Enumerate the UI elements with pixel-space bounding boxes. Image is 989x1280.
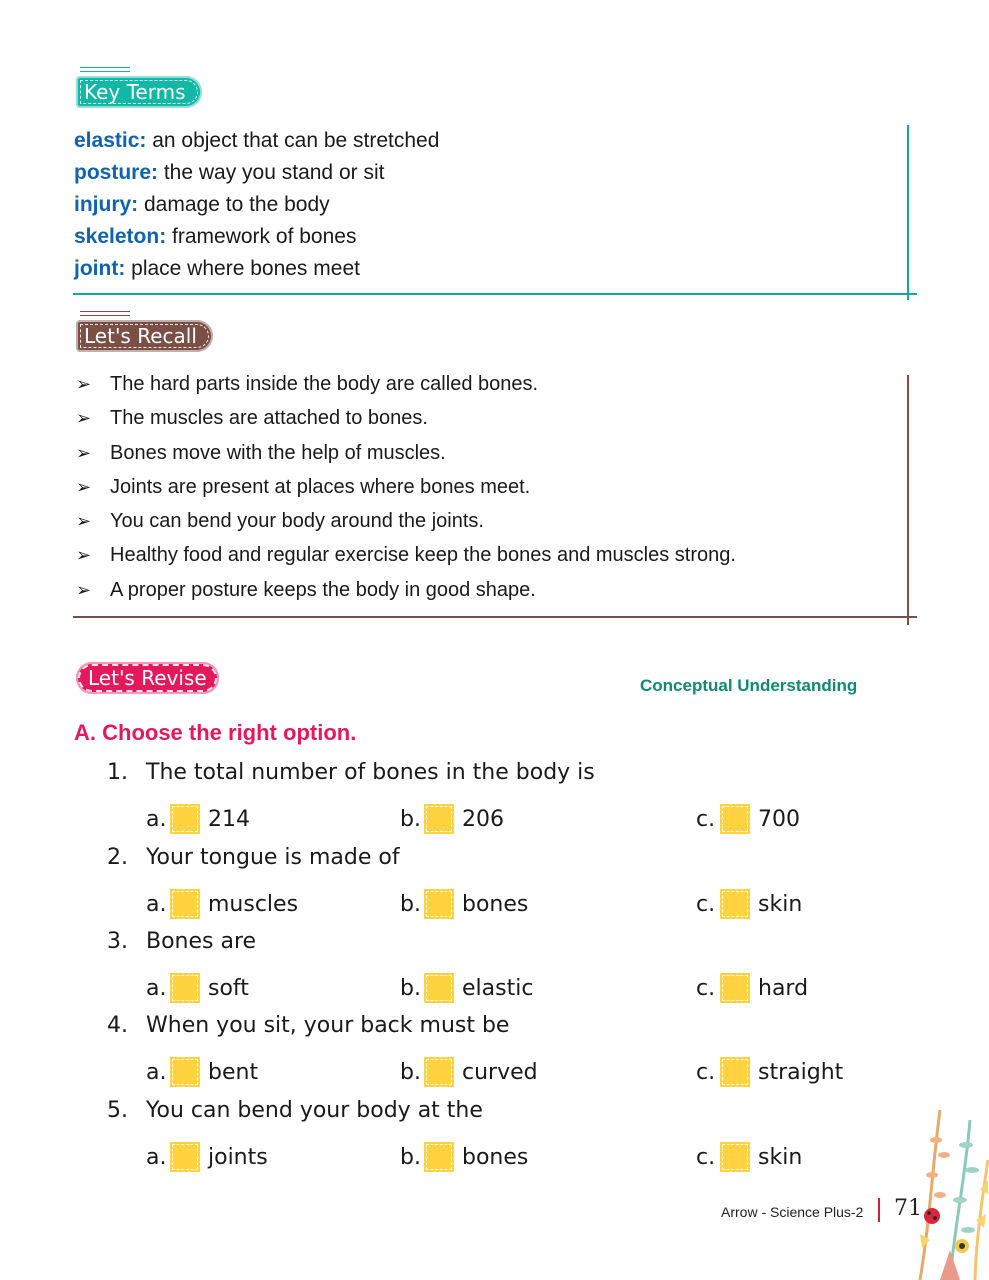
exercise-heading: A. Choose the right option.: [74, 720, 357, 745]
key-terms-frame-right: [907, 125, 909, 300]
key-term-row: [74, 189, 439, 221]
arrow-bullet-icon: ➢: [76, 374, 92, 395]
option-letter: a.: [146, 1144, 167, 1170]
arrow-bullet-icon: ➢: [76, 511, 92, 533]
option-letter: a.: [146, 1059, 167, 1085]
option-letter: a.: [146, 806, 167, 832]
skill-label: Conceptual Understanding: [640, 676, 858, 695]
arrow-bullet-icon: ➢: [76, 579, 92, 601]
question-number: 3.: [107, 929, 128, 954]
answer-checkbox[interactable]: [424, 804, 454, 834]
recall-text: The hard parts inside the body are called bones.: [110, 373, 539, 395]
recall-item: [76, 401, 736, 435]
key-term: elastic:: [74, 129, 147, 152]
option-a[interactable]: [146, 1142, 268, 1174]
option-letter: c.: [696, 1059, 716, 1085]
option-text: bones: [462, 1144, 529, 1170]
key-term-row: [74, 221, 439, 253]
answer-checkbox[interactable]: [424, 973, 454, 1003]
question-text: Your tongue is made of: [146, 845, 400, 870]
option-text: 700: [758, 806, 800, 832]
recall-frame-right: [907, 375, 909, 625]
key-term-row: [74, 125, 439, 157]
key-term-definition: the way you stand or sit: [158, 161, 385, 184]
recall-tag: Let's Recall: [76, 320, 213, 352]
option-letter: b.: [400, 975, 421, 1001]
option-a[interactable]: [146, 1057, 258, 1089]
recall-list: [76, 367, 736, 607]
option-c[interactable]: [696, 804, 800, 836]
option-text: joints: [208, 1144, 268, 1170]
question-number: 1.: [107, 760, 128, 785]
recall-item: [76, 538, 736, 572]
recall-item: [76, 436, 736, 470]
key-term-definition: place where bones meet: [125, 257, 360, 280]
answer-checkbox[interactable]: [424, 1142, 454, 1172]
recall-text: The muscles are attached to bones.: [110, 407, 428, 430]
option-text: skin: [758, 891, 803, 917]
question-number: 2.: [107, 845, 128, 870]
option-b[interactable]: [400, 1057, 538, 1089]
answer-checkbox[interactable]: [720, 804, 750, 834]
key-term: posture:: [74, 161, 158, 184]
key-term: injury:: [74, 193, 139, 216]
recall-item: [76, 504, 736, 538]
recall-text: Joints are present at places where bones meet.: [110, 475, 531, 498]
option-a[interactable]: [146, 889, 298, 921]
option-letter: c.: [696, 891, 716, 917]
arrow-bullet-icon: ➢: [76, 408, 92, 430]
option-a[interactable]: [146, 804, 250, 836]
option-text: soft: [208, 975, 249, 1001]
option-text: 214: [208, 806, 250, 832]
recall-item: [76, 573, 736, 607]
option-text: skin: [758, 1144, 803, 1170]
option-c[interactable]: [696, 1057, 843, 1089]
option-text: curved: [462, 1059, 538, 1085]
answer-checkbox[interactable]: [720, 889, 750, 919]
question-text: When you sit, your back must be: [146, 1013, 510, 1038]
option-text: bent: [208, 1059, 259, 1085]
question-text: Bones are: [146, 929, 257, 954]
question-text: The total number of bones in the body is: [146, 760, 595, 785]
option-text: 206: [462, 806, 504, 832]
footer-divider: [878, 1198, 880, 1222]
answer-checkbox[interactable]: [720, 1057, 750, 1087]
question-number: 5.: [107, 1098, 128, 1123]
option-b[interactable]: [400, 1142, 528, 1174]
option-letter: c.: [696, 1144, 716, 1170]
option-c[interactable]: [696, 1142, 802, 1174]
answer-checkbox[interactable]: [720, 1142, 750, 1172]
recall-text: Bones move with the help of muscles.: [110, 441, 446, 464]
key-term-definition: framework of bones: [166, 225, 357, 248]
option-letter: a.: [146, 891, 167, 917]
recall-text: Healthy food and regular exercise keep the bones and muscles strong.: [110, 544, 736, 567]
option-letter: b.: [400, 1059, 421, 1085]
question-number: 4.: [107, 1013, 128, 1038]
key-term: joint:: [74, 257, 126, 280]
answer-checkbox[interactable]: [424, 889, 454, 919]
arrow-bullet-icon: ➢: [76, 545, 92, 567]
answer-checkbox[interactable]: [424, 1057, 454, 1087]
recall-divider: [73, 616, 917, 618]
key-terms-tag: Key Terms: [76, 76, 202, 108]
recall-item: [76, 470, 736, 504]
arrow-bullet-icon: ➢: [76, 442, 92, 464]
option-letter: c.: [696, 806, 716, 832]
answer-checkbox[interactable]: [170, 973, 200, 1003]
key-terms-divider: [73, 293, 917, 295]
arrow-bullet-icon: ➢: [76, 476, 92, 498]
answer-checkbox[interactable]: [170, 804, 200, 834]
option-text: straight: [758, 1059, 844, 1085]
key-term: skeleton:: [74, 225, 167, 248]
key-term-definition: an object that can be stretched: [146, 129, 440, 152]
answer-checkbox[interactable]: [720, 973, 750, 1003]
key-term-definition: damage to the body: [138, 193, 330, 216]
option-a[interactable]: [146, 973, 249, 1005]
option-text: elastic: [462, 975, 534, 1001]
option-letter: b.: [400, 1144, 421, 1170]
option-text: hard: [758, 975, 809, 1001]
revise-tag: Let's Revise: [76, 662, 219, 694]
answer-checkbox[interactable]: [170, 1057, 200, 1087]
answer-checkbox[interactable]: [170, 1142, 200, 1172]
option-text: muscles: [208, 891, 299, 917]
option-b[interactable]: [400, 804, 504, 836]
page-number: 71: [894, 1196, 922, 1221]
recall-item: [76, 367, 736, 401]
question-text: You can bend your body at the: [146, 1098, 483, 1123]
key-term-row: [74, 157, 439, 189]
recall-text: You can bend your body around the joints.: [110, 510, 484, 533]
key-terms-list: [74, 125, 439, 285]
recall-text: A proper posture keeps the body in good shape.: [110, 578, 536, 601]
option-text: bones: [462, 891, 529, 917]
option-b[interactable]: [400, 889, 528, 921]
option-letter: b.: [400, 891, 421, 917]
key-term-row: [74, 253, 439, 285]
book-title: Arrow - Science Plus-2: [721, 1204, 864, 1220]
option-letter: c.: [696, 975, 716, 1001]
plant-decoration-icon: [910, 1100, 989, 1280]
option-letter: a.: [146, 975, 167, 1001]
option-c[interactable]: [696, 889, 802, 921]
option-letter: b.: [400, 806, 421, 832]
option-c[interactable]: [696, 973, 808, 1005]
option-b[interactable]: [400, 973, 533, 1005]
answer-checkbox[interactable]: [170, 889, 200, 919]
